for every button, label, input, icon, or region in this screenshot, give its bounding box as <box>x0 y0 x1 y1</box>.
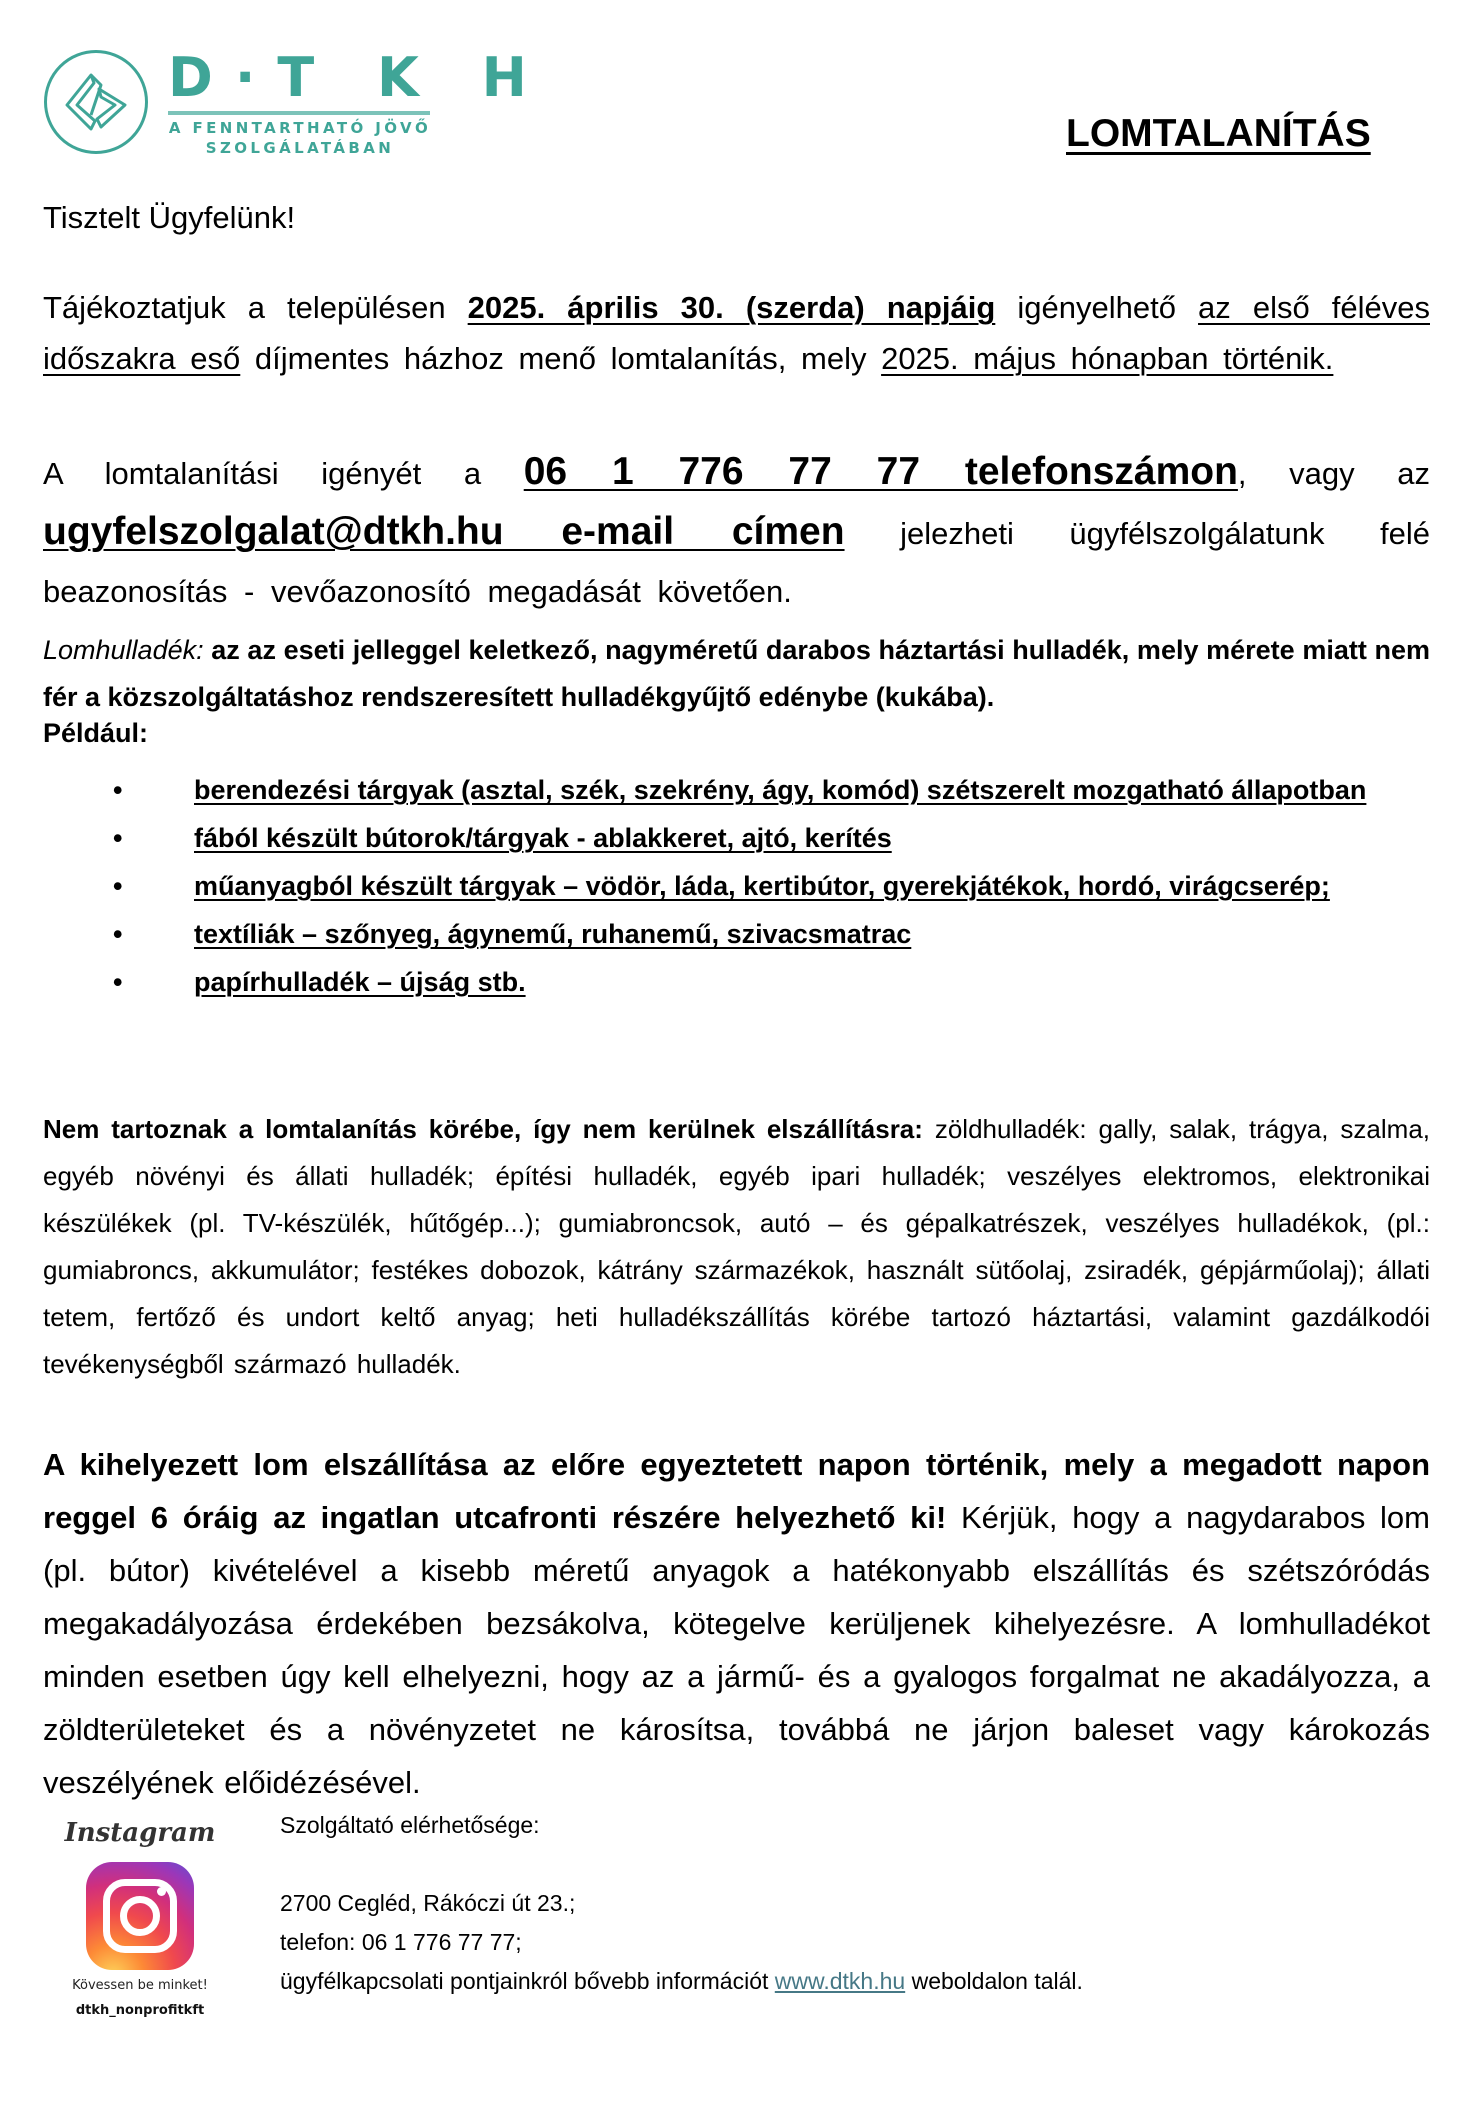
contact-address: 2700 Cegléd, Rákóczi út 23.; <box>280 1890 576 1916</box>
excluded-paragraph <box>43 1106 1430 1388</box>
list-item <box>0 863 1430 910</box>
document-title: LOMTALANÍTÁS <box>1066 112 1371 155</box>
definition-term: Lomhulladék: <box>43 635 204 665</box>
logo-wordmark: D·T K H <box>168 46 549 109</box>
greeting: Tisztelt Ügyfelünk! <box>43 200 296 235</box>
instagram-block[interactable] <box>60 1818 220 2018</box>
phone-number[interactable]: 06 1 776 77 77 telefonszámon <box>523 450 1238 493</box>
definition-paragraph <box>43 627 1430 721</box>
deadline-date: 2025. április 30. (szerda) napjáig <box>467 290 996 325</box>
website-link[interactable]: www.dtkh.hu <box>774 1968 906 1994</box>
bullet-icon: • <box>113 871 123 901</box>
logo-emblem-icon <box>44 50 148 154</box>
contact-info-line <box>280 1962 1083 2001</box>
pickup-paragraph <box>43 1438 1430 1809</box>
contact-heading: Szolgáltató elérhetősége: <box>280 1812 540 1838</box>
logo-tagline-line1: A FENNTARTHATÓ JÖVŐ <box>168 119 432 137</box>
list-item <box>0 911 1430 958</box>
logo-divider <box>168 111 430 115</box>
list-item-text: műanyagból készült tárgyak – vödör, láda, kertibútor, gyerekjátékok, hordó, virágcserép; <box>194 871 1330 901</box>
intro-paragraph <box>43 282 1430 384</box>
list-item <box>0 959 1430 1006</box>
contact-phone: telefon: 06 1 776 77 77; <box>280 1929 522 1955</box>
bullet-icon: • <box>113 775 123 805</box>
contact-paragraph <box>43 443 1430 621</box>
examples-list <box>0 767 1474 1007</box>
provider-contact <box>280 1806 1083 2001</box>
list-item <box>0 815 1430 862</box>
pickup-text: Kérjük, hogy a nagydarabos lom (pl. bútor) kivételével a kisebb méretű anyagok a hatékonyabb elszállítás és szétszóródás megakadályozása érdekében bezsákolva, kötegelve kerüljenek kihelyezésre. A lomhulladékot minden esetben úgy kell elhelyezni, hogy az a jármű- és a gyalogos forgalmat ne akadályozza, a zöldterületeket és a növényzetet ne károsítsa, továbbá ne járjon baleset vagy károkozás veszélyének előidézésével. <box>43 1500 1431 1800</box>
intro-text: Tájékoztatjuk a településen <box>43 290 468 325</box>
list-item-text: papírhulladék – újság stb. <box>194 967 526 997</box>
bullet-icon: • <box>113 823 123 853</box>
bullet-icon: • <box>113 919 123 949</box>
list-item-text: fából készült bútorok/tárgyak - ablakkeret, ajtó, kerítés <box>194 823 892 853</box>
instagram-wordmark: Instagram <box>64 1818 216 1848</box>
contact-text: jelezheti ügyfélszolgálatunk felé beazonosítás - vevőazonosító megadását követően. <box>43 516 1430 609</box>
logo-tagline-line2: SZOLGÁLATÁBAN <box>205 139 395 157</box>
bullet-icon: • <box>113 967 123 997</box>
instagram-icon[interactable] <box>86 1862 194 1970</box>
list-item <box>0 767 1430 814</box>
definition-text: az az eseti jelleggel keletkező, nagyméretű darabos háztartási hulladék, mely mérete miatt nem fér a közszolgáltatáshoz rendszeresített hulladékgyűjtő edénybe (kukába). <box>43 635 1430 712</box>
list-item-text: berendezési tárgyak (asztal, szék, szekrény, ágy, komód) szétszerelt mozgatható állapotban <box>194 775 1367 805</box>
instagram-handle[interactable]: dtkh_nonprofitkft <box>75 2003 205 2018</box>
excluded-text: zöldhulladék: gally, salak, trágya, szalma, egyéb növényi és állati hulladék; építési hulladék, egyéb ipari hulladék; veszélyes elektromos, elektronikai készülékek (pl. TV-készülék, hűtőgép...); gumiabroncsok, autó – és gépalkatrészek, veszélyes hulladékok, (pl.: gumiabroncs, akkumulátor; festékes dobozok, kátrány származékok, használt sütőolaj, zsiradék, gépjárműolaj); állati tetem, fertőző és undort keltő anyag; heti hulladékszállítás körébe tartozó háztartási, valamint gazdálkodói tevékenységből származó hulladék. <box>43 1114 1431 1379</box>
contact-text: , vagy az <box>1237 456 1430 491</box>
contact-text: A lomtalanítási igényét a <box>43 456 524 491</box>
pickup-rule: A kihelyezett lom elszállítása az előre egyeztetett napon történik, mely a megadott napon reggel 6 óráig az ingatlan utcafronti részére helyezhető ki! <box>43 1447 1430 1535</box>
contact-info-text: weboldalon talál. <box>905 1968 1083 1994</box>
period-text: az első féléves időszakra eső <box>43 290 1430 376</box>
examples-label: Például: <box>43 718 149 748</box>
service-month: 2025. május hónapban történik. <box>881 341 1334 376</box>
intro-text: díjmentes házhoz menő lomtalanítás, mely <box>240 341 882 376</box>
list-item-text: textíliák – szőnyeg, ágynemű, ruhanemű, szivacsmatrac <box>194 919 912 949</box>
email-address[interactable]: ugyfelszolgalat@dtkh.hu e-mail címen <box>43 510 845 553</box>
instagram-follow-text: Kövessen be minket! <box>72 1978 208 1993</box>
contact-info-text: ügyfélkapcsolati pontjainkról bővebb információt <box>280 1968 775 1994</box>
dtkh-logo <box>44 46 549 160</box>
excluded-lead: Nem tartoznak a lomtalanítás körébe, így nem kerülnek elszállításra: <box>43 1114 923 1144</box>
intro-text: igényelhető <box>995 290 1199 325</box>
